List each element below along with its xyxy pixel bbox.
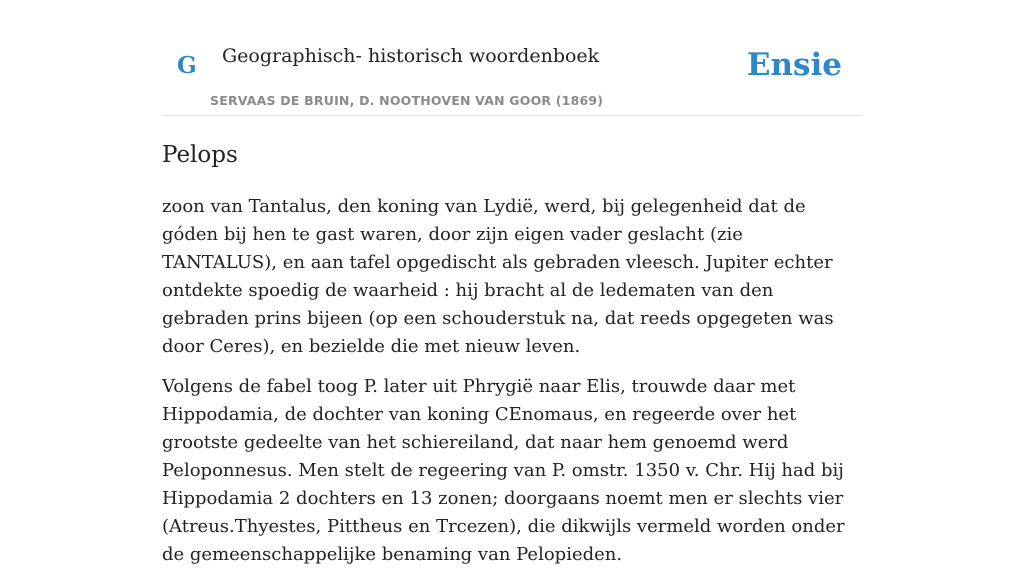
ensie-logo-link[interactable]: Ensie: [746, 47, 842, 83]
book-title-link[interactable]: Geographisch- historisch woordenboek: [222, 45, 600, 67]
entry-body: [162, 193, 862, 569]
entry-paragraph: zoon van Tantalus, den koning van Lydië, werd, bij gelegenheid dat de góden bij hen te gast waren, door zijn eigen vader geslacht (zie TANTALUS), en aan tafel opgedischt als gebraden vleesch. Jupiter echter ontdekte spoedig de waarheid : hij bracht al de ledematen van den gebraden prins bijeen (op een schouderstuk na, dat reeds opgegeten was door Ceres), en bezielde die met nieuw leven.: [162, 195, 834, 357]
entry-title: Pelops: [162, 142, 238, 168]
page: [162, 0, 862, 569]
book-header: [162, 0, 862, 116]
entry-paragraph: Volgens de fabel toog P. later uit Phrygië naar Elis, trouwde daar met Hippodamia, de dochter van koning CEnomaus, en regeerde over het grootste gedeelte van het schiereiland, dat naar hem genoemd werd Peloponnesus. Men stelt de regeering van P. omstr. 1350 v. Chr. Hij had bij Hippodamia 2 dochters en 13 zonen; doorgaans noemt men er slechts vier (Atreus.Thyestes, Pittheus en Trcezen), die dikwijls vermeld worden onder de gemeenschappelijke benaming van Pelopieden.: [162, 375, 845, 565]
book-initial-letter[interactable]: G: [177, 52, 197, 79]
book-author: SERVAAS DE BRUIN, D. NOOTHOVEN VAN GOOR (1869): [210, 93, 604, 108]
